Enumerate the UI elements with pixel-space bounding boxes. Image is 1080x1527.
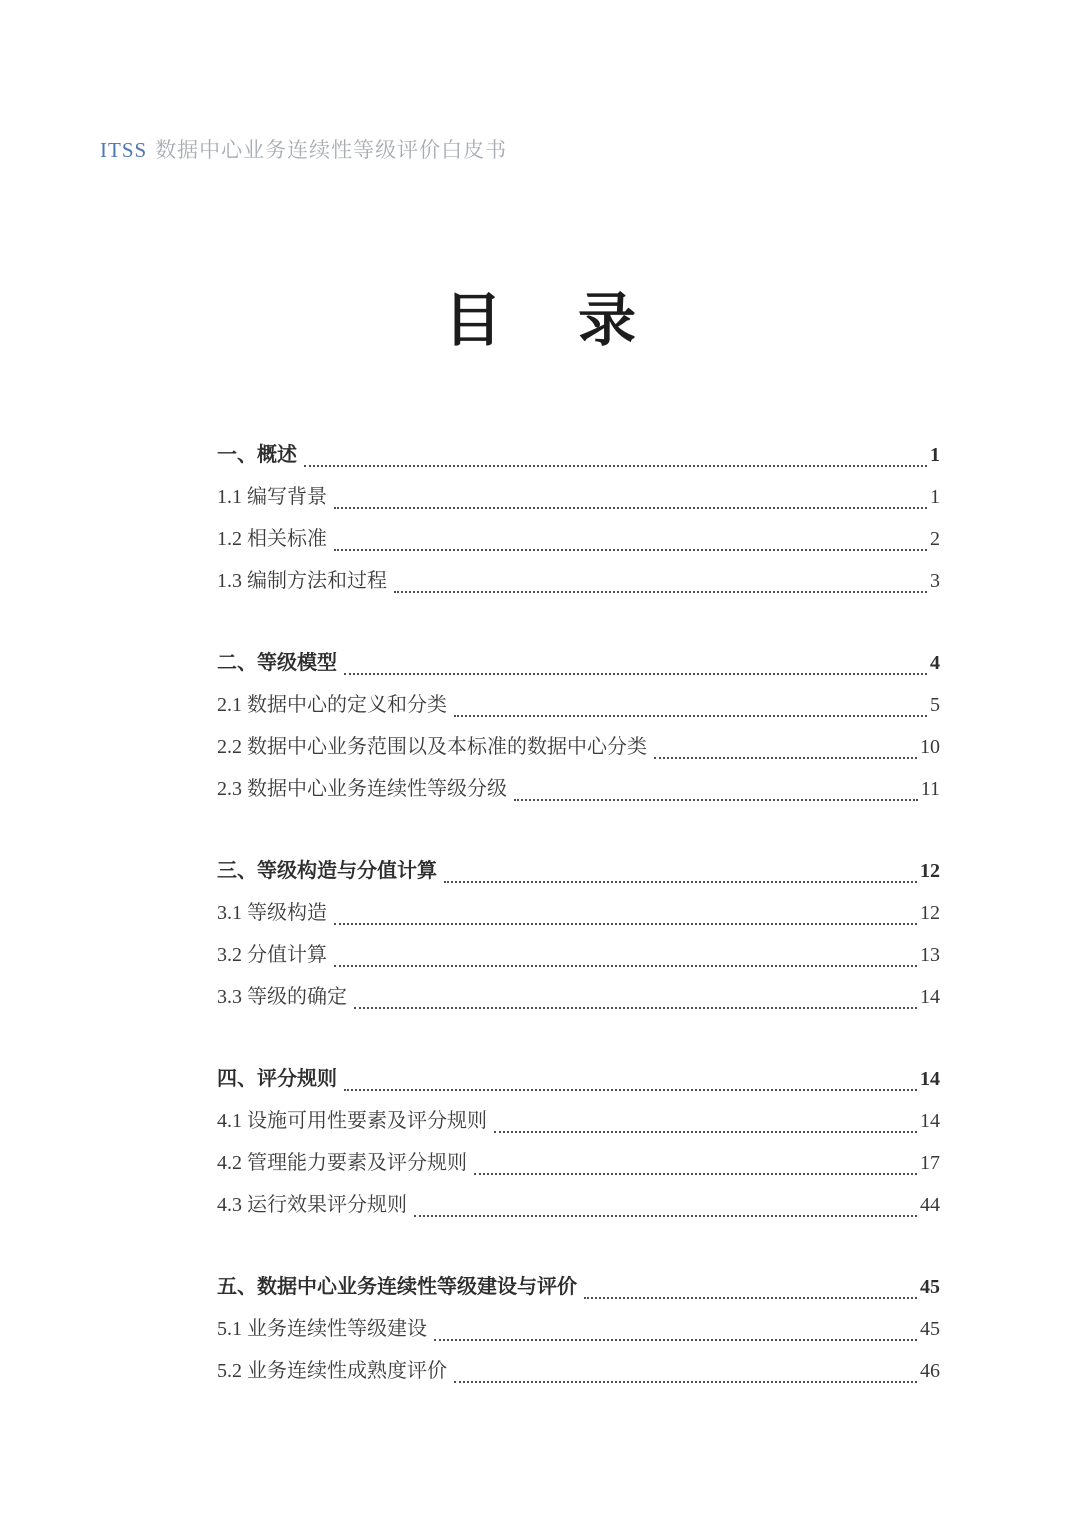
toc-heading-row (217, 1266, 940, 1308)
running-header-title: 数据中心业务连续性等级评价白皮书 (155, 138, 508, 162)
page-number: 4 (930, 652, 940, 674)
page-title-char-1: 目 (443, 288, 502, 353)
toc-heading-label: 一、概述 (217, 444, 297, 466)
toc-heading-row (217, 850, 940, 892)
toc-item-row (217, 1350, 940, 1392)
page-number: 12 (920, 860, 940, 882)
page-number: 11 (920, 778, 940, 800)
page-number: 45 (920, 1276, 940, 1298)
page-number: 13 (920, 944, 940, 966)
toc-item-row (217, 684, 940, 726)
toc-heading-label: 二、等级模型 (217, 652, 337, 674)
dotted-leader (334, 965, 917, 967)
dotted-leader (494, 1131, 917, 1133)
dotted-leader (394, 591, 927, 593)
page-number: 5 (930, 694, 940, 716)
table-of-contents (217, 434, 940, 1392)
toc-item-label: 1.2 相关标准 (217, 528, 327, 550)
dotted-leader (334, 549, 927, 551)
dotted-leader (514, 799, 918, 801)
page-number: 45 (920, 1318, 940, 1340)
page-number: 14 (920, 986, 940, 1008)
page-number: 2 (930, 528, 940, 550)
toc-heading-row (217, 1058, 940, 1100)
page-number: 1 (930, 444, 940, 466)
toc-section (217, 1266, 940, 1392)
toc-item-row (217, 934, 940, 976)
toc-item-label: 4.3 运行效果评分规则 (217, 1194, 407, 1216)
page-title-char-2: 录 (578, 288, 637, 353)
page-number: 46 (920, 1360, 940, 1382)
page-number: 14 (920, 1068, 940, 1090)
toc-item-label: 5.1 业务连续性等级建设 (217, 1318, 427, 1340)
toc-item-row (217, 518, 940, 560)
page-title (0, 288, 1080, 355)
toc-item-row (217, 1308, 940, 1350)
dotted-leader (434, 1339, 917, 1341)
dotted-leader (304, 465, 927, 467)
toc-item-label: 1.3 编制方法和过程 (217, 570, 387, 592)
toc-section (217, 850, 940, 1018)
toc-item-label: 5.2 业务连续性成熟度评价 (217, 1360, 447, 1382)
toc-section (217, 434, 940, 602)
brand-logo-text: ITSS (100, 138, 148, 162)
page-number: 12 (920, 902, 940, 924)
toc-item-row (217, 1100, 940, 1142)
toc-item-label: 4.2 管理能力要素及评分规则 (217, 1152, 467, 1174)
toc-item-row (217, 726, 940, 768)
dotted-leader (584, 1297, 917, 1299)
page-number: 10 (920, 736, 940, 758)
dotted-leader (454, 1381, 917, 1383)
toc-item-label: 2.3 数据中心业务连续性等级分级 (217, 778, 507, 800)
toc-section (217, 1058, 940, 1226)
running-header (100, 134, 507, 164)
page-number: 17 (920, 1152, 940, 1174)
dotted-leader (414, 1215, 917, 1217)
toc-item-row (217, 892, 940, 934)
dotted-leader (474, 1173, 917, 1175)
toc-item-label: 4.1 设施可用性要素及评分规则 (217, 1110, 487, 1132)
toc-item-row (217, 1184, 940, 1226)
toc-section (217, 642, 940, 810)
toc-item-label: 3.2 分值计算 (217, 944, 327, 966)
page-number: 3 (930, 570, 940, 592)
toc-item-row (217, 476, 940, 518)
dotted-leader (334, 923, 917, 925)
dotted-leader (454, 715, 927, 717)
toc-heading-row (217, 434, 940, 476)
page-number: 1 (930, 486, 940, 508)
page-number: 44 (920, 1194, 940, 1216)
dotted-leader (344, 673, 927, 675)
toc-item-label: 1.1 编写背景 (217, 486, 327, 508)
toc-heading-label: 三、等级构造与分值计算 (217, 860, 437, 882)
toc-heading-row (217, 642, 940, 684)
toc-item-label: 3.3 等级的确定 (217, 986, 347, 1008)
dotted-leader (334, 507, 927, 509)
dotted-leader (344, 1089, 917, 1091)
toc-item-row (217, 768, 940, 810)
dotted-leader (354, 1007, 917, 1009)
toc-item-label: 2.1 数据中心的定义和分类 (217, 694, 447, 716)
toc-item-label: 3.1 等级构造 (217, 902, 327, 924)
toc-item-row (217, 560, 940, 602)
toc-heading-label: 四、评分规则 (217, 1068, 337, 1090)
toc-item-row (217, 1142, 940, 1184)
toc-heading-label: 五、数据中心业务连续性等级建设与评价 (217, 1276, 577, 1298)
page-number: 14 (920, 1110, 940, 1132)
toc-item-row (217, 976, 940, 1018)
toc-item-label: 2.2 数据中心业务范围以及本标准的数据中心分类 (217, 736, 647, 758)
dotted-leader (444, 881, 917, 883)
dotted-leader (654, 757, 917, 759)
